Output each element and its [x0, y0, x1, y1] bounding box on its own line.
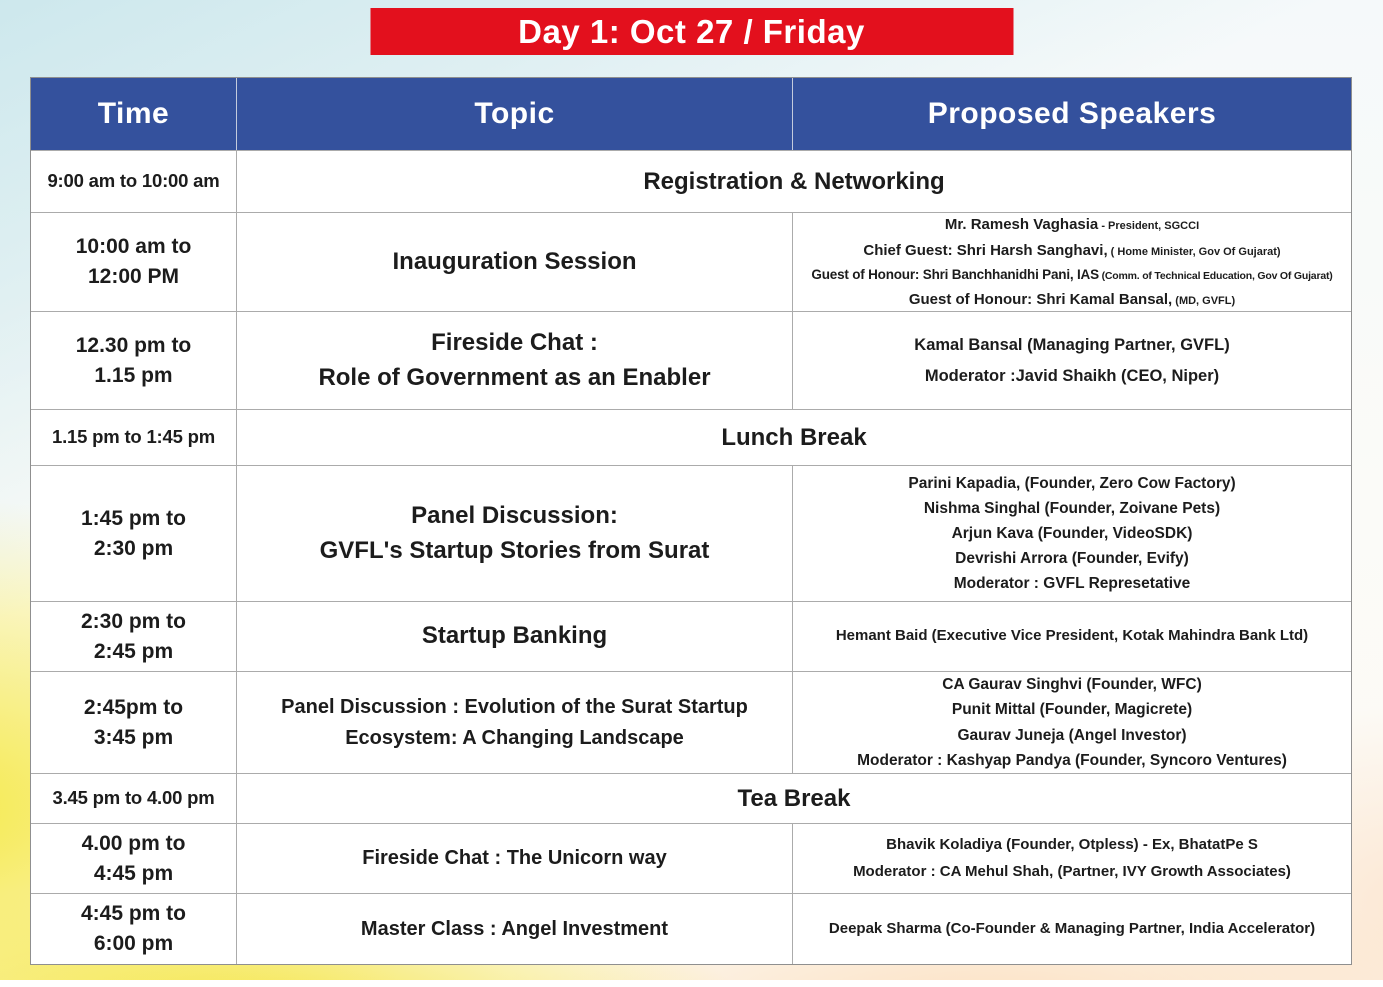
speakers-cell — [792, 213, 1351, 311]
speaker-line: Devrishi Arrora (Founder, Evify) — [955, 550, 1189, 568]
topic-line: Fireside Chat : — [431, 329, 598, 357]
time-line: 4:45 pm — [93, 861, 174, 885]
row-inauguration — [31, 212, 1351, 311]
speaker-line: Deepak Sharma (Co-Founder & Managing Partner, India Accelerator) — [828, 919, 1316, 937]
topic-line: Panel Discussion: — [411, 502, 618, 530]
speaker-line: Bhavik Koladiya (Founder, Otpless) - Ex, BhatatPe S — [886, 836, 1258, 854]
row-startup-banking — [31, 601, 1351, 671]
speaker-line: Moderator :Javid Shaikh (CEO, Niper) — [924, 366, 1220, 385]
speaker-line — [863, 238, 1280, 264]
session-title: Lunch Break — [721, 423, 867, 451]
schedule-table — [30, 77, 1352, 965]
time-line: 2:30 pm — [93, 536, 174, 560]
time-line: 2:45 pm — [93, 639, 174, 663]
speaker-sub: - President, SGCCI — [1098, 219, 1200, 232]
speaker-line — [909, 287, 1235, 311]
day-banner-title: Day 1: Oct 27 / Friday — [518, 12, 865, 50]
time-cell — [31, 894, 236, 964]
row-panel-gvfl-stories — [31, 465, 1351, 601]
time-text — [81, 504, 186, 564]
row-registration — [31, 150, 1351, 212]
topic-text — [320, 499, 710, 567]
speaker-main: Mr. Ramesh Vaghasia — [944, 215, 1099, 233]
time-line: 1:45 pm to — [80, 506, 187, 530]
speaker-main: Chief Guest: Shri Harsh Sanghavi, — [863, 241, 1108, 259]
row-tea-break — [31, 773, 1351, 823]
time-cell — [31, 213, 236, 311]
time-text — [82, 829, 186, 889]
time-column-header: Time — [97, 97, 170, 130]
bottom-white-strip — [0, 980, 1383, 987]
time-cell — [31, 602, 236, 671]
topic-line: Startup Banking — [421, 622, 608, 650]
topic-column-header: Topic — [236, 78, 792, 150]
time-cell — [31, 151, 236, 212]
topic-line: Ecosystem: A Changing Landscape — [345, 726, 684, 749]
time-text — [84, 693, 183, 753]
speaker-line: Gaurav Juneja (Angel Investor) — [957, 726, 1187, 744]
time-line: 12.30 pm to — [75, 333, 192, 357]
topic-cell — [236, 894, 792, 964]
topic-cell — [236, 602, 792, 671]
speakers-cell — [792, 602, 1351, 671]
speaker-line — [811, 263, 1332, 286]
time-line: 4:45 pm to — [80, 902, 187, 926]
topic-cell — [236, 466, 792, 601]
session-title: Tea Break — [737, 784, 851, 812]
merged-cell — [236, 774, 1351, 823]
time-text — [76, 232, 192, 292]
time-line: 10:00 am to — [75, 235, 192, 259]
speakers-cell — [792, 824, 1351, 893]
time-text: 9:00 am to 10:00 am — [47, 170, 220, 192]
topic-line: Fireside Chat : The Unicorn way — [362, 847, 667, 869]
topic-line: Master Class : Angel Investment — [360, 917, 669, 940]
row-fireside-unicorn — [31, 823, 1351, 893]
topic-line: Panel Discussion : Evolution of the Surat Startup — [281, 695, 748, 718]
time-cell — [31, 672, 236, 773]
topic-cell — [236, 672, 792, 773]
day-banner — [370, 8, 1013, 55]
time-cell — [31, 410, 236, 465]
table-header-row — [31, 78, 1351, 150]
topic-text — [318, 326, 710, 394]
speakers-cell — [792, 312, 1351, 409]
time-text — [81, 607, 186, 667]
row-master-class — [31, 893, 1351, 964]
topic-cell — [236, 312, 792, 409]
speaker-line: Nishma Singhal (Founder, Zoivane Pets) — [923, 499, 1221, 517]
speaker-line: Punit Mittal (Founder, Magicrete) — [951, 701, 1193, 719]
topic-text — [361, 914, 668, 945]
topic-line: GVFL's Startup Stories from Surat — [319, 536, 710, 564]
topic-text — [422, 619, 607, 653]
topic-cell — [236, 213, 792, 311]
time-text — [76, 331, 192, 391]
time-line: 6:00 pm — [93, 932, 174, 955]
topic-text — [281, 692, 748, 754]
time-cell — [31, 824, 236, 893]
time-line: 2:45pm to — [83, 695, 184, 719]
speakers-cell — [792, 466, 1351, 601]
speaker-line: Moderator : Kashyap Pandya (Founder, Syncoro Ventures) — [857, 751, 1287, 769]
time-cell — [31, 312, 236, 409]
topic-text — [362, 843, 667, 874]
speaker-main: Guest of Honour: Shri Kamal Bansal, — [908, 290, 1173, 308]
row-lunch-break — [31, 409, 1351, 465]
speakers-cell — [792, 672, 1351, 773]
speaker-line: CA Gaurav Singhvi (Founder, WFC) — [942, 676, 1202, 694]
speaker-line: Arjun Kava (Founder, VideoSDK) — [951, 524, 1193, 542]
speaker-sub: (Comm. of Technical Education, Gov Of Gujarat) — [1098, 270, 1333, 283]
time-line: 4.00 pm to — [81, 831, 186, 855]
time-text: 3.45 pm to 4.00 pm — [52, 787, 215, 809]
topic-line: Inauguration Session — [392, 247, 637, 275]
time-cell — [31, 466, 236, 601]
speaker-line: Moderator : CA Mehul Shah, (Partner, IVY Growth Associates) — [853, 862, 1291, 880]
speaker-sub: (MD, GVFL) — [1172, 294, 1236, 307]
topic-line: Role of Government as an Enabler — [318, 363, 711, 391]
merged-cell — [236, 410, 1351, 465]
time-text — [81, 899, 186, 959]
speaker-line: Moderator : GVFL Represetative — [953, 575, 1191, 593]
time-line: 1.15 pm — [94, 363, 173, 387]
time-line: 3:45 pm — [93, 725, 174, 749]
topic-cell — [236, 824, 792, 893]
row-panel-ecosystem — [31, 671, 1351, 773]
topic-text — [392, 245, 636, 279]
speaker-line: Parini Kapadia, (Founder, Zero Cow Factory) — [908, 474, 1236, 492]
merged-cell — [236, 151, 1351, 212]
speakers-cell — [792, 894, 1351, 964]
time-text: 1.15 pm to 1:45 pm — [52, 426, 215, 448]
speaker-line: Hemant Baid (Executive Vice President, Kotak Mahindra Bank Ltd) — [835, 627, 1309, 645]
session-title: Registration & Networking — [643, 167, 945, 195]
time-cell — [31, 774, 236, 823]
speaker-sub: ( Home Minister, Gov Of Gujarat) — [1107, 245, 1281, 258]
speaker-line: Kamal Bansal (Managing Partner, GVFL) — [914, 335, 1230, 354]
speakers-column-header: Proposed Speakers — [792, 78, 1351, 150]
time-line: 2:30 pm to — [80, 609, 187, 633]
row-fireside-government — [31, 311, 1351, 409]
time-line: 12:00 PM — [87, 265, 180, 288]
speaker-line — [945, 213, 1199, 238]
speaker-main: Guest of Honour: Shri Banchhanidhi Pani, IAS — [811, 267, 1099, 283]
